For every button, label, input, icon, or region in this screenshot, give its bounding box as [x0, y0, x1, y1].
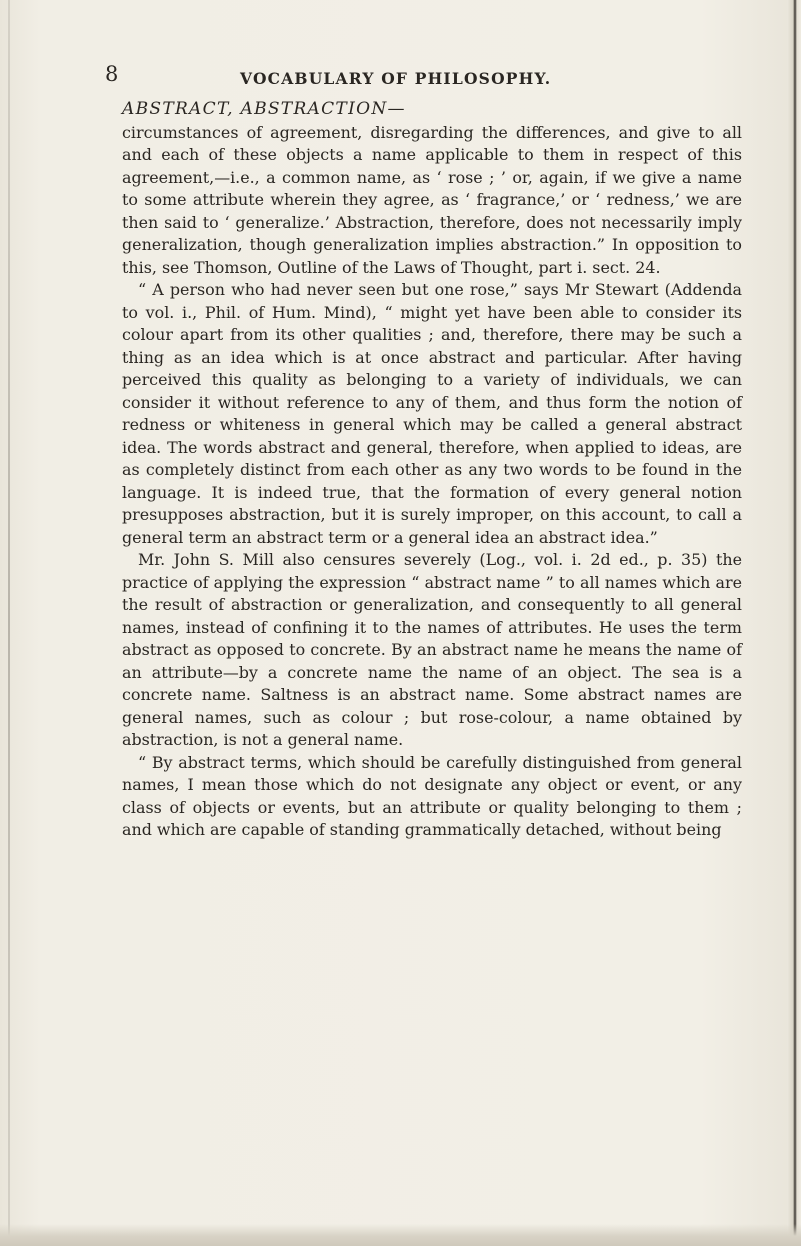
paragraph-1: circumstances of agreement, disregarding the differences, and give to all and each of these objects a name applicable to them in respect of this agreement,—i.e., a common name, as ‘ rose ; ’ or, again, if we give a name to some attribute wherein they agree, as ‘ fragrance,’ or ‘ redness,’ we are then said to ‘ generalize.’ Abstraction, therefore, does not necessarily imply generalization, though generalization implies abstraction.” In opposition to this, see Thomson, Outline of the Laws of Thought, part i. sect. 24. — [122, 122, 742, 277]
page-edge-bottom — [0, 1224, 801, 1246]
paragraph-2: “ A person who had never seen but one rose,” says Mr Stewart (Addenda to vol. i., Phil. of Hum. Mind), “ might yet have been able to consider its colour apart from its other qualities ; and, therefore, there may be such a thing as an idea which is at once abstract and particular. After having perceived this quality as belonging to a variety of individuals, we can consider it without reference to any of them, and thus form the notion of redness or whiteness in general which may be called a general abstract idea. The words abstract and general, therefore, when applied to ideas, are as completely distinct from each other as any two words to be found in the language. It is indeed true, that the formation of every general notion presupposes abstraction, but it is surely improper, on this account, to call a general term an abstract term or a general idea an abstract idea.” — [122, 280, 742, 547]
page-number: 8 — [105, 62, 119, 86]
paragraph-4: “ By abstract terms, which should be carefully distinguished from general names, I mean those which do not designate any object or event, or any class of objects or events, but an attribute or quality belonging to them ; and which are capable of standing grammatically detached, without being — [122, 752, 742, 839]
paragraph-3: Mr. John S. Mill also censures severely (Log., vol. i. 2d ed., p. 35) the practice of applying the expression “ abstract name ” to all names which are the result of abstraction or generalization, and consequently to all general names, instead of confining it to the names of attributes. He uses the term abstract as opposed to concrete. By an abstract name he means the name of an attribute—by a concrete name the name of an object. The sea is a concrete name. Saltness is an abstract name. Some abstract names are general names, such as colour ; but rose-colour, a name obtained by abstraction, is not a general name. — [122, 550, 742, 749]
running-title: VOCABULARY OF PHILOSOPHY. — [240, 69, 552, 88]
running-head — [0, 62, 801, 92]
binding-shadow — [8, 0, 10, 1246]
entry-body — [122, 98, 742, 842]
entry-heading: ABSTRACT, ABSTRACTION— — [122, 99, 406, 119]
page-edge-right — [787, 0, 801, 1246]
